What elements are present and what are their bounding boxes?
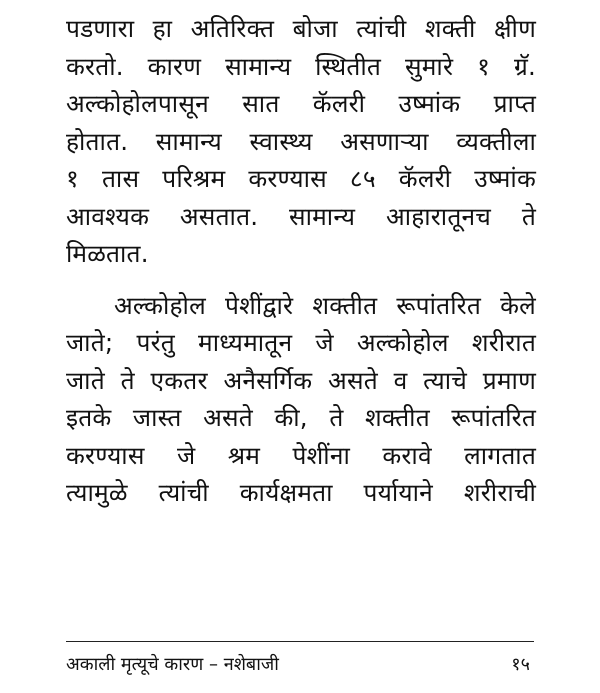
text-line: होतात. सामान्य स्वास्थ्य असणाऱ्या व्यक्तीला: [66, 126, 536, 156]
text-line: १ तास परिश्रम करण्यास ८५ कॅलरी उष्मांक: [66, 164, 536, 193]
text-line: मिळतात.: [66, 239, 149, 268]
text-line: जाते; परंतु माध्यमातून जे अल्कोहोल शरीरात: [66, 328, 536, 357]
paragraph-2: [66, 287, 536, 512]
text-line: अल्कोहोलपासून सात कॅलरी उष्मांक प्राप्त: [66, 89, 536, 118]
paragraph-1: [66, 10, 536, 273]
text-line: अल्कोहोल पेशींद्वारे शक्तीत रूपांतरित केले: [114, 290, 536, 320]
text-line: इतके जास्त असते की, ते शक्तीत रूपांतरित: [66, 403, 536, 432]
text-line: त्यामुळे त्यांची कार्यक्षमता पर्यायाने शरीराची: [66, 478, 536, 507]
text-line: आवश्यक असतात. सामान्य आहारातूनच ते: [66, 201, 536, 231]
text-line: पडणारा हा अतिरिक्त बोजा त्यांची शक्ती क्षीण: [66, 14, 536, 43]
text-line: जाते ते एकतर अनैसर्गिक असते व त्याचे प्रमाण: [66, 365, 536, 395]
page-number: १५: [511, 654, 530, 675]
text-line: करण्यास जे श्रम पेशींना करावे लागतात: [66, 440, 536, 470]
footer-divider: [66, 641, 534, 642]
page-footer: [66, 650, 534, 680]
footer-book-title: अकाली मृत्यूचे कारण – नशेबाजी: [66, 654, 279, 675]
text-line: करतो. कारण सामान्य स्थितीत सुमारे १ ग्रॅ.: [66, 51, 536, 81]
body-text: [66, 10, 536, 512]
